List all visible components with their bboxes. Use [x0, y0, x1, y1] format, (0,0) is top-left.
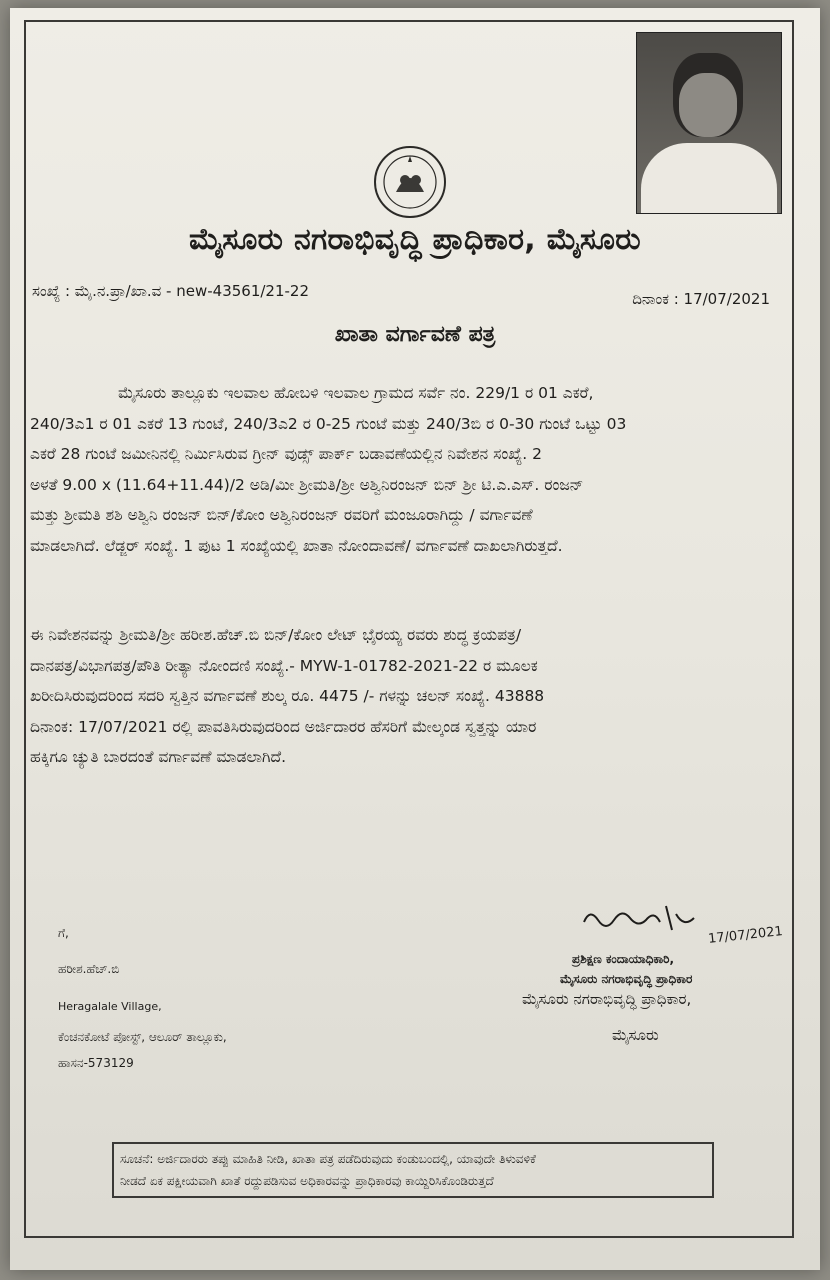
text-line: ಎಕರೆ 28 ಗುಂಟೆ ಜಮೀನಿನಲ್ಲಿ ನಿರ್ಮಿಸಿರುವ ಗ್ರೀನ್ ವುಡ್ಸ್ ಪಾರ್ಕ್ ಬಡಾವಣೆಯಲ್ಲಿನ ನಿವೇಶನ ಸಂಖ್ಯೆ. 2 [30, 445, 542, 463]
issue-date: ದಿನಾಂಕ : 17/07/2021 [632, 290, 770, 308]
applicant-photo [636, 32, 782, 214]
text-line: ದಾನಪತ್ರ/ವಿಭಾಗಪತ್ರ/ಪೌತಿ ರೀತ್ಯಾ ನೋಂದಣಿ ಸಂಖ್ಯೆ.- MYW-1-01782-2021-22 ರ ಮೂಲಕ [30, 656, 538, 675]
designation-line-1: ಮೈಸೂರು ನಗರಾಭಿವೃದ್ಧಿ ಪ್ರಾಧಿಕಾರ, [522, 990, 692, 1008]
notice-box [112, 1142, 714, 1198]
text-line: ಮಾಡಲಾಗಿದೆ. ಲೆಡ್ಜರ್ ಸಂಖ್ಯೆ. 1 ಪುಟ 1 ಸಂಖ್ಯೆಯಲ್ಲಿ ಖಾತಾ ನೋಂದಾವಣೆ/ ವರ್ಗಾವಣೆ ದಾಖಲಾಗಿರುತ್ತದೆ. [30, 536, 563, 555]
signature-handwritten-date: 17/07/2021 [707, 924, 784, 947]
recipient-to: ಗೆ, [58, 926, 69, 940]
text-line: ಮತ್ತು ಶ್ರೀಮತಿ ಶಶಿ ಅಶ್ವಿನಿ ರಂಜನ್ ಬಿನ್/ಕೋಂ ಅಶ್ವಿನಿರಂಜನ್ ರವರಿಗೆ ಮಂಜೂರಾಗಿದ್ದು / ವರ್ಗಾವಣೆ [30, 506, 533, 524]
authority-emblem-icon [372, 144, 448, 220]
stamp-line-1: ಪ್ರಶಿಕ್ಷಣ ಕಂದಾಯಾಧಿಕಾರಿ, [572, 952, 675, 966]
text-line: ಹಕ್ಕಿಗೂ ಚ್ಯುತಿ ಬಾರದಂತೆ ವರ್ಗಾವಣೆ ಮಾಡಲಾಗಿದೆ. [30, 748, 287, 766]
recipient-village: Heragalale Village, [58, 1000, 162, 1013]
signature-block [520, 900, 800, 1050]
text-line: ಖರೀದಿಸಿರುವುದರಿಂದ ಸದರಿ ಸ್ವತ್ತಿನ ವರ್ಗಾವಣೆ ಶುಲ್ಕ ರೂ. 4475 /- ಗಳನ್ನು ಚಲನ್ ಸಂಖ್ಯೆ. 43888 [30, 687, 545, 705]
paragraph-property-details [30, 378, 780, 561]
paragraph-transfer-details [30, 620, 780, 773]
text-line: ಮೈಸೂರು ತಾಲ್ಲೂಕು ಇಲವಾಲ ಹೋಬಳಿ ಇಲವಾಲ ಗ್ರಾಮದ ಸರ್ವೆ ನಂ. 229/1 ರ 01 ಎಕರೆ, [118, 384, 594, 402]
recipient-post: ಕೆಂಚನಕೋಟೆ ಪೋಸ್ಟ್, ಆಲೂರ್ ತಾಲ್ಲೂಕು, [58, 1030, 227, 1044]
text-line: ದಿನಾಂಕ: 17/07/2021 ರಲ್ಲಿ ಪಾವತಿಸಿರುವುದರಿಂದ ಅರ್ಜಿದಾರರ ಹೆಸರಿಗೆ ಮೇಲ್ಕಂಡ ಸ್ವತ್ತನ್ನು ಯಾರ [30, 717, 537, 736]
recipient-name: ಹರೀಶ.ಹೆಚ್.ಬಿ [58, 962, 120, 976]
authority-title: ಮೈಸೂರು ನಗರಾಭಿವೃದ್ಧಿ ಪ್ರಾಧಿಕಾರ, ಮೈಸೂರು [189, 222, 641, 257]
document-subject: ಖಾತಾ ವರ್ಗಾವಣೆ ಪತ್ರ [334, 322, 496, 347]
text-line: ಈ ನಿವೇಶನವನ್ನು ಶ್ರೀಮತಿ/ಶ್ರೀ ಹರೀಶ.ಹೆಚ್.ಬಿ ಬಿನ್/ಕೋಂ ಲೇಟ್ ಭೈರಯ್ಯ ರವರು ಶುದ್ಧ ಕ್ರಯಪತ್ರ/ [30, 626, 522, 644]
stamp-line-2: ಮೈಸೂರು ನಗರಾಭಿವೃದ್ಧಿ ಪ್ರಾಧಿಕಾರ [560, 972, 693, 986]
notice-line-1: ಸೂಚನೆ: ಅರ್ಜಿದಾರರು ತಪ್ಪು ಮಾಹಿತಿ ನೀಡಿ, ಖಾತಾ ಪತ್ರ ಪಡೆದಿರುವುದು ಕಂಡುಬಂದಲ್ಲಿ, ಯಾವುದೇ ತಿಳುವಳಿಕೆ [120, 1152, 536, 1166]
designation-line-2: ಮೈಸೂರು [612, 1026, 659, 1044]
recipient-pin: ಹಾಸನ-573129 [58, 1056, 134, 1070]
text-line: ಅಳತೆ 9.00 x (11.64+11.44)/2 ಅಡಿ/ಮೀ ಶ್ರೀಮತಿ/ಶ್ರೀ ಅಶ್ವಿನಿರಂಜನ್ ಬಿನ್ ಶ್ರೀ ಟಿ.ಎ.ಎಸ್. ರಂಜನ್ [30, 475, 584, 494]
notice-line-2: ನೀಡದೆ ಏಕ ಪಕ್ಷೀಯವಾಗಿ ಖಾತೆ ರದ್ದುಪಡಿಸುವ ಅಧಿಕಾರವನ್ನು ಪ್ರಾಧಿಕಾರವು ಕಾಯ್ದಿರಿಸಿಕೊಂಡಿರುತ್ತದೆ [120, 1174, 494, 1188]
text-line: 240/3ಎ1 ರ 01 ಎಕರೆ 13 ಗುಂಟೆ, 240/3ಎ2 ರ 0-25 ಗುಂಟೆ ಮತ್ತು 240/3ಬಿ ರ 0-30 ಗುಂಟೆ ಒಟ್ಟು 03 [30, 414, 627, 433]
signature-scribble-icon [580, 900, 700, 940]
reference-number: ಸಂಖ್ಯೆ : ಮೈ.ನ.ಪ್ರಾ/ಖಾ.ವ - new-43561/21-22 [32, 282, 310, 300]
